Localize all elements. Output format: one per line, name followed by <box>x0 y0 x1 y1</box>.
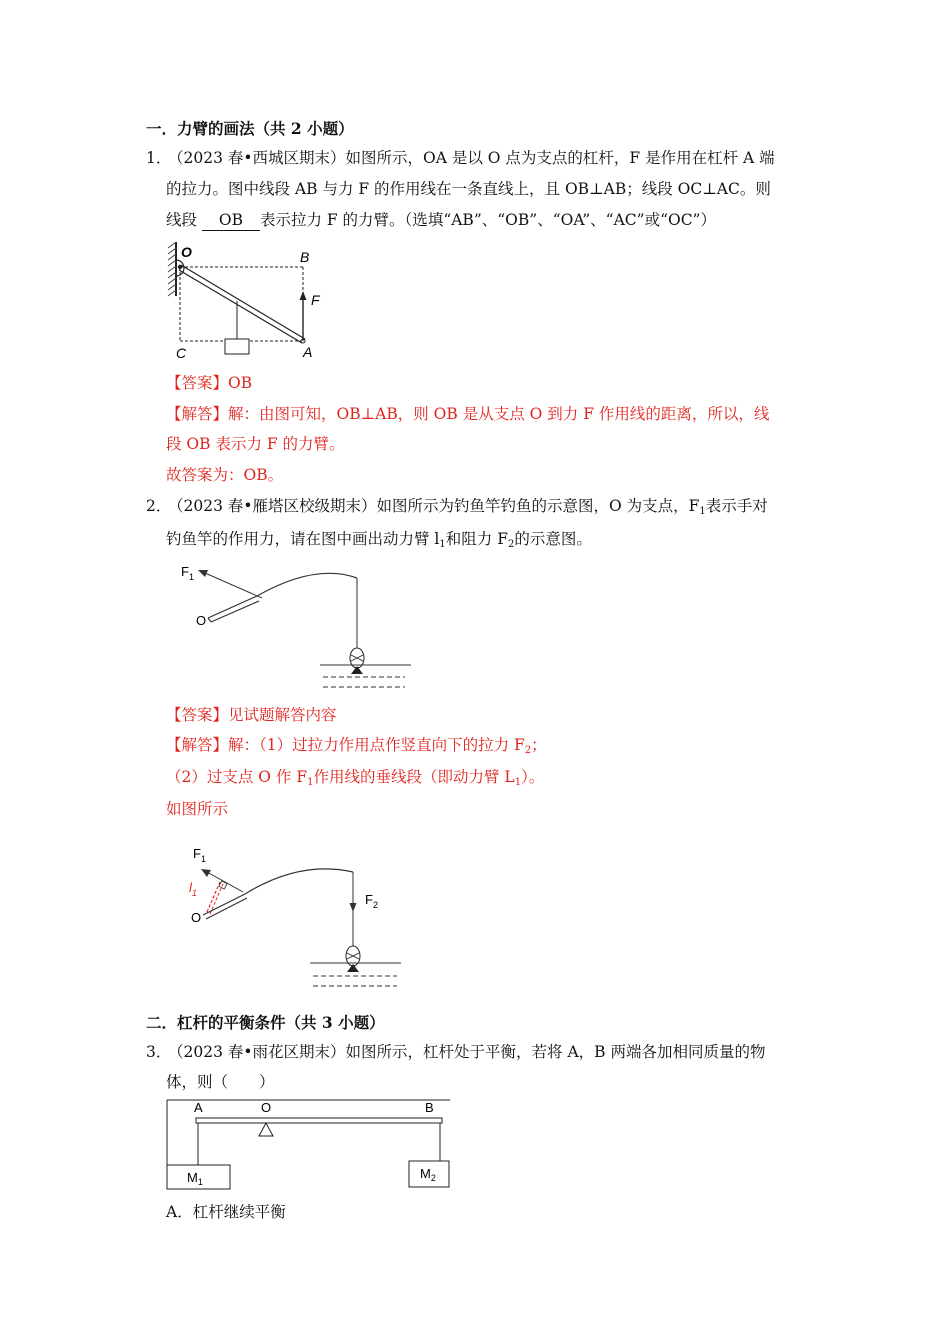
q1-lever-figure <box>160 240 340 365</box>
q1-text-line3 <box>166 210 716 231</box>
q2-sol1-pre: 【解答】解：（1）过拉力作用点作竖直向下的拉力 F <box>166 736 525 754</box>
label-O: O <box>196 613 207 628</box>
fulcrum <box>259 1123 273 1136</box>
q1-answer-blank: OB <box>202 210 260 231</box>
hanging-weight <box>225 339 249 354</box>
q2-line1-sub: 1 <box>699 506 706 517</box>
q2-solution-line3: 如图所示 <box>166 800 229 818</box>
label-O: O <box>191 910 202 925</box>
q2-text-line2 <box>166 529 592 555</box>
q2-sol1-sub: 2 <box>524 745 532 756</box>
q2-answer: 【答案】见试题解答内容 <box>166 706 337 724</box>
rod-end <box>208 618 211 622</box>
label-F1 <box>181 564 194 582</box>
fishing-rod <box>203 869 353 915</box>
label-l1-l: l <box>189 880 192 895</box>
q3-balance-figure <box>166 1099 452 1191</box>
q1-solution-line1: 【解答】解：由图可知，OB⊥AB，则 OB 是从支点 O 到力 F 作用线的距离，所以，线 <box>166 405 770 423</box>
rod-handle <box>211 601 259 622</box>
lever-OA-bottom <box>179 270 302 343</box>
q1-solution-line2: 段 OB 表示力 F 的力臂。 <box>166 435 345 453</box>
fish-tail <box>347 964 359 972</box>
label-F: F <box>311 292 320 308</box>
label-F2-F: F <box>365 892 373 907</box>
q2-sol2-sub2: 1 <box>514 777 522 788</box>
label-F2 <box>365 892 378 910</box>
q2-line2-sub1: 1 <box>439 539 446 550</box>
label-A: A <box>303 344 313 360</box>
q2-sol2-pre: （2）过支点 O 作 F <box>166 768 308 786</box>
lever-OA-top <box>181 265 305 339</box>
q2-line2-post: 的示意图。 <box>514 530 592 548</box>
q2-sol2-sub1: 1 <box>307 777 314 788</box>
label-l1 <box>189 880 197 898</box>
q2-line1-post: 表示手对 <box>705 497 768 515</box>
label-F1 <box>193 846 206 864</box>
label-M1-M: M <box>187 1170 198 1185</box>
fishing-rod <box>208 573 357 618</box>
q2-line2-pre: 钓鱼竿的作用力，请在图中画出动力臂 l <box>166 530 440 548</box>
q3-text-line2: 体，则（ ） <box>166 1073 275 1091</box>
q1-number: 1． <box>146 149 172 167</box>
label-F2-sub: 2 <box>372 900 378 910</box>
label-F1-F: F <box>181 564 189 579</box>
label-O: O <box>261 1100 272 1115</box>
label-B: B <box>300 249 310 265</box>
q2-solution-figure <box>185 840 405 1000</box>
q2-line2-mid: 和阻力 F <box>445 530 508 548</box>
label-O: O <box>181 244 192 260</box>
force-F-arrowhead <box>300 291 307 300</box>
q2-line1-pre: （2023 春•雁塔区校级期末）如图所示为钓鱼竿钓鱼的示意图，O 为支点，F <box>168 497 700 515</box>
q3-text-line1: （2023 春•雨花区期末）如图所示，杠杆处于平衡，若将 A，B 两端各加相同质量的物 <box>168 1043 766 1061</box>
q2-solution-line1 <box>166 735 547 761</box>
force-F1-arrowhead <box>198 570 208 577</box>
q1-solution-line3: 故答案为：OB。 <box>166 466 284 484</box>
q2-sol2-mid: 作用线的垂线段（即动力臂 L <box>313 768 515 786</box>
q2-line2-sub2: 2 <box>507 539 515 550</box>
moment-arm-l1-guide <box>210 884 223 914</box>
label-M1-sub: 1 <box>197 1177 203 1187</box>
q2-sol2-post: ）。 <box>521 768 545 786</box>
force-F1-line <box>205 573 262 598</box>
label-B: B <box>425 1100 434 1115</box>
label-M2-M: M <box>420 1166 431 1181</box>
q3-option-a: A．杠杆继续平衡 <box>166 1203 286 1221</box>
q1-line3-pre: 线段 <box>166 211 198 229</box>
label-F1-sub: 1 <box>200 854 206 864</box>
q1-answer: 【答案】OB <box>166 374 253 392</box>
force-F2-arrowhead <box>350 903 357 912</box>
wall-hatching <box>168 242 176 296</box>
q1-text-line1: （2023 春•西城区期末）如图所示，OA 是以 O 点为支点的杠杆，F 是作用在杠杆 A 端 <box>168 149 775 167</box>
lever-bar <box>196 1118 442 1123</box>
q2-text-line1 <box>168 496 768 522</box>
section-title-1: 一．力臂的画法（共 2 小题） <box>146 119 354 138</box>
q1-line3-post: 表示拉力 F 的力臂。（选填“AB”、“OB”、“OA”、“AC”或“OC”） <box>259 211 716 229</box>
section-title-2: 二．杠杆的平衡条件（共 3 小题） <box>146 1013 385 1032</box>
q2-number: 2． <box>146 497 172 515</box>
label-l1-sub: 1 <box>191 888 197 898</box>
label-A: A <box>194 1100 203 1115</box>
fish-tail <box>351 666 363 674</box>
q2-sol1-post: ； <box>531 736 547 754</box>
label-F1-sub: 1 <box>188 572 194 582</box>
q2-solution-line2 <box>166 767 544 793</box>
q1-text-line2: 的拉力。图中线段 AB 与力 F 的作用线在一条直线上，且 OB⊥AB；线段 OC⊥AC。则 <box>166 180 771 198</box>
label-M2-sub: 2 <box>430 1173 436 1183</box>
label-C: C <box>176 345 187 361</box>
force-F1-line <box>207 872 243 892</box>
q3-number: 3． <box>146 1043 172 1061</box>
q2-fishing-rod-figure <box>175 558 415 693</box>
label-F1-F: F <box>193 846 201 861</box>
